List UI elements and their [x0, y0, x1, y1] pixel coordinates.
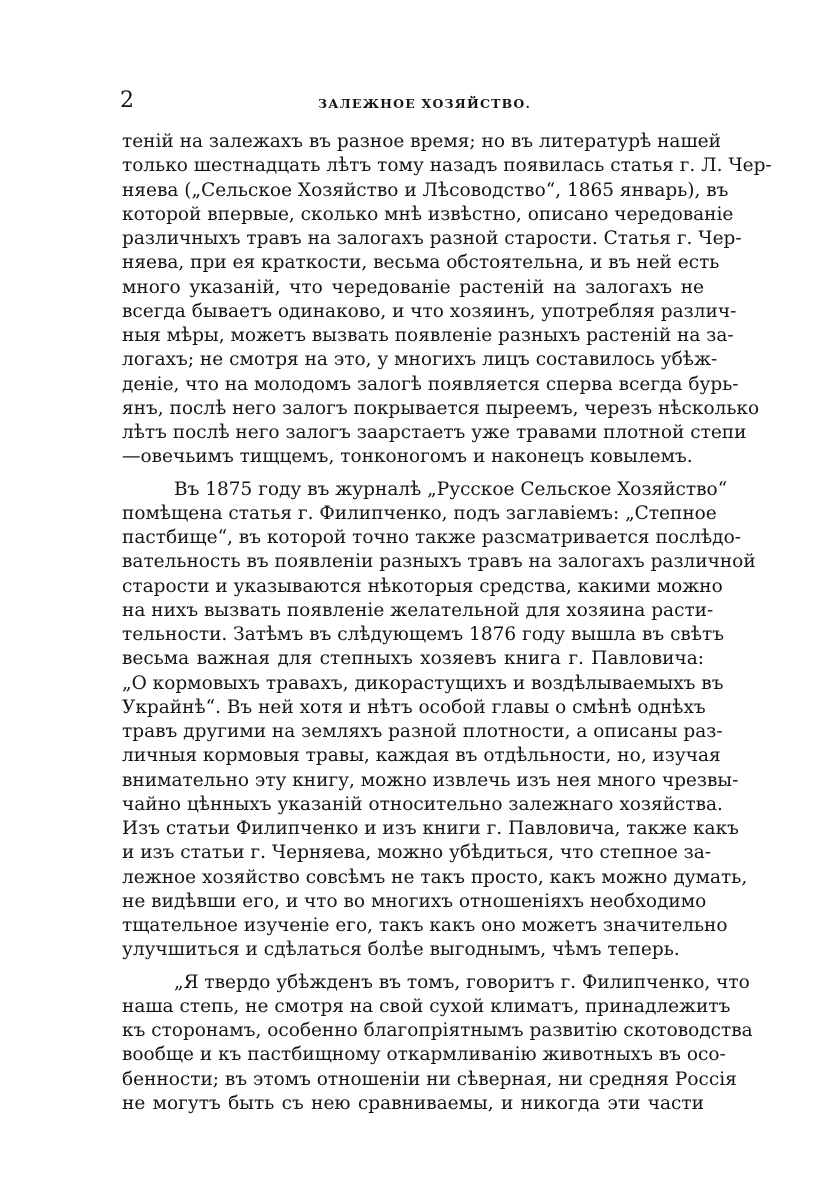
- text-line: улучшиться и сдѣлаться болѣе выгоднымъ, чѣмъ теперь.: [122, 939, 680, 961]
- text-line: Украйнѣ“. Въ ней хотя и нѣтъ особой главы о смѣнѣ однѣхъ: [122, 696, 706, 718]
- running-title: ЗАЛЕЖНОЕ ХОЗЯЙСТВО.: [318, 96, 532, 111]
- text-line: травъ другими на земляхъ разной плотности, а описаны раз-: [122, 721, 723, 742]
- text-line: няева, при ея краткости, весьма обстоятельна, и въ ней есть: [122, 252, 720, 274]
- paragraph-2: [122, 478, 756, 963]
- text-line: лѣтъ послѣ него залогъ заарстаетъ уже травами плотной степи: [122, 422, 747, 443]
- text-line: которой впервые, сколько мнѣ извѣстно, описано чередованіе: [122, 203, 734, 225]
- paragraph-1: [122, 130, 772, 470]
- text-line: ныя мѣры, можетъ вызвать появленіе разныхъ растеній на за-: [122, 325, 734, 346]
- text-line: личныя кормовыя травы, каждая въ отдѣльности, но, изучая: [122, 745, 721, 767]
- text-line: всегда бываетъ одинаково, и что хозяинъ, употребляя различ-: [122, 300, 737, 322]
- text-line: деніе, что на молодомъ залогѣ появляется сперва всегда бурь-: [122, 373, 739, 395]
- text-line: наша степь, не смотря на свой сухой климатъ, принадлежитъ: [122, 995, 731, 1017]
- text-line: Изъ статьи Филипченко и изъ книги г. Павловича, также какъ: [122, 818, 739, 839]
- text-line: лежное хозяйство совсѣмъ не такъ просто, какъ можно думать,: [122, 866, 748, 888]
- text-line: логахъ; не смотря на это, у многихъ лицъ составилось убѣж-: [122, 349, 718, 371]
- text-line: только шестнадцать лѣтъ тому назадъ появилась статья г. Л. Чер-: [122, 155, 772, 177]
- text-line: на нихъ вызвать появленіе желательной для хозяина расти-: [122, 599, 714, 621]
- text-line: тщательное изученіе его, такъ какъ оно можетъ значительно: [122, 915, 728, 936]
- text-line: чайно цѣнныхъ указаній относительно залежнаго хозяйства.: [122, 793, 723, 815]
- paragraph-3: [122, 971, 753, 1117]
- text-line: „О кормовыхъ травахъ, дикорастущихъ и воздѣлываемыхъ въ: [122, 672, 724, 694]
- text-line: вательность въ появленіи разныхъ травъ на залогахъ различной: [122, 551, 756, 573]
- text-line: —овечьимъ тищцемъ, тонконогомъ и наконецъ ковылемъ.: [122, 446, 693, 468]
- text-line: много указаній, что чередованіе растеній на залогахъ не: [122, 276, 704, 298]
- page-header: [120, 88, 702, 118]
- text-line: различныхъ травъ на залогахъ разной старости. Статья г. Чер-: [122, 228, 742, 249]
- text-line: и изъ статьи г. Черняева, можно убѣдиться, что степное за-: [122, 842, 712, 864]
- text-line: „Я твердо убѣжденъ въ томъ, говоритъ г. Филипченко, что: [174, 971, 750, 993]
- text-line: помѣщена статья г. Филипченко, подъ заглавіемъ: „Степное: [122, 502, 717, 524]
- text-line: бенности; въ этомъ отношеніи ни сѣверная, ни средняя Россія: [122, 1068, 737, 1090]
- text-line: теній на залежахъ въ разное время; но въ литературѣ нашей: [122, 131, 721, 152]
- page-number: 2: [120, 88, 134, 113]
- text-line: тельности. Затѣмъ въ слѣдующемъ 1876 году вышла въ свѣтъ: [122, 624, 725, 645]
- body-text: [122, 130, 772, 1116]
- text-line: Въ 1875 году въ журналѣ „Русское Сельское Хозяйство“: [174, 478, 728, 500]
- text-line: вообще и къ пастбищному откармливанію животныхъ въ осо-: [122, 1044, 726, 1066]
- text-line: весьма важная для степныхъ хозяевъ книга г. Павловича:: [122, 648, 704, 670]
- text-line: старости и указываются нѣкоторыя средства, какими можно: [122, 575, 723, 597]
- text-line: пастбище“, въ которой точно также разсматривается послѣдо-: [122, 527, 741, 548]
- text-line: не видѣвши его, и что во многихъ отношеніяхъ необходимо: [122, 890, 707, 912]
- text-line: няева („Сельское Хозяйство и Лѣсоводство“, 1865 январь), въ: [122, 179, 729, 201]
- text-line: внимательно эту книгу, можно извлечь изъ нея много чрезвы-: [122, 769, 739, 791]
- text-line: янъ, послѣ него залогъ покрывается пыреемъ, черезъ нѣсколько: [122, 397, 760, 419]
- text-line: къ сторонамъ, особенно благопріятнымъ развитію скотоводства: [122, 1020, 753, 1041]
- text-line: не могутъ быть съ нею сравниваемы, и никогда эти части: [122, 1092, 704, 1114]
